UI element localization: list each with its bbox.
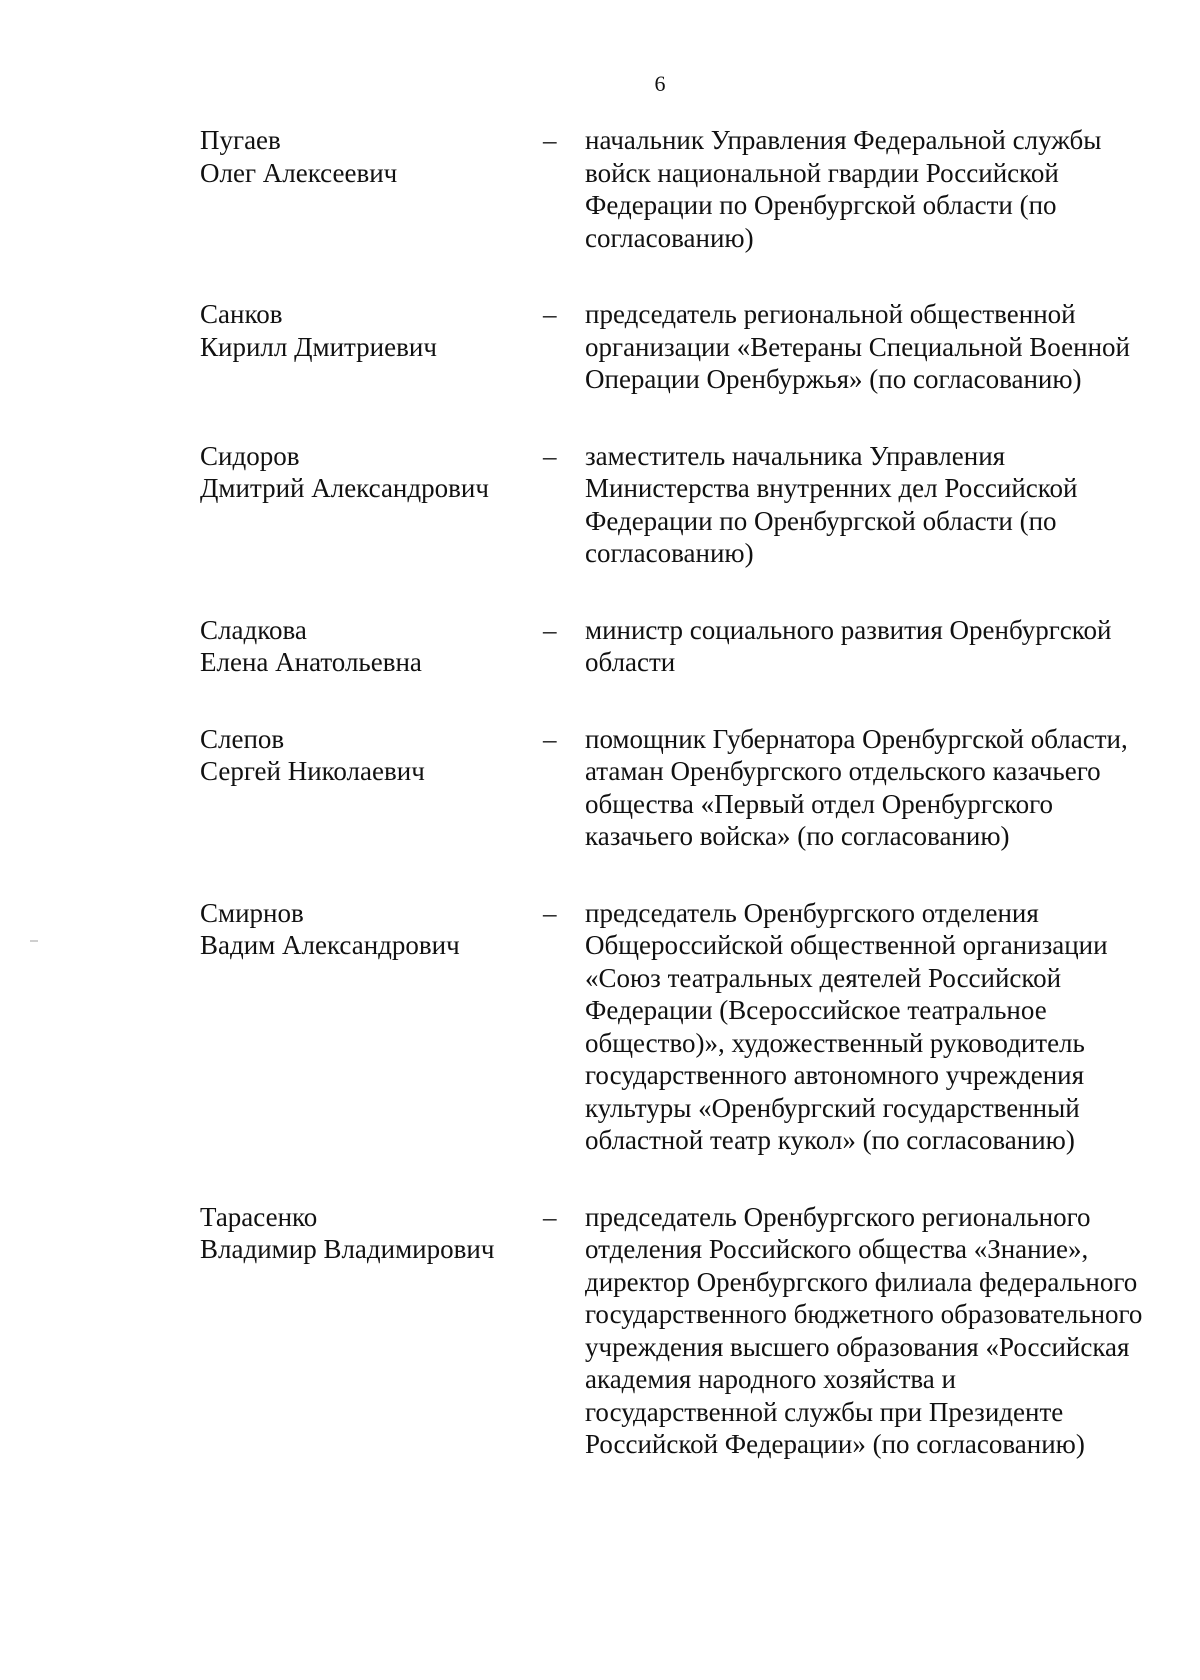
- member-surname: Смирнов: [200, 897, 304, 928]
- member-entry: [200, 723, 1160, 853]
- member-entry: [200, 1201, 1160, 1461]
- member-position: председатель Оренбургского регионального отделения Российского общества «Знание», директор Оренбургского филиала федерального государственного бюджетного образовательного учреждения высшего образования «Российская академия народного хозяйства и государственной службы при Президенте Российской Федерации» (по согласованию): [585, 1201, 1143, 1459]
- member-entry: [200, 440, 1160, 570]
- separator-dash: –: [543, 440, 557, 471]
- member-name: [200, 124, 530, 189]
- separator-dash: –: [543, 125, 557, 155]
- member-name: [200, 298, 530, 363]
- member-entry: [200, 897, 1160, 1157]
- member-given-names: Кирилл Дмитриевич: [200, 331, 437, 362]
- member-position: председатель Оренбургского отделения Общероссийской общественной организации «Союз театральных деятелей Российской Федерации (Всероссийское театральное общество)», художественный руководитель государственного автономного учреждения культуры «Оренбургский государственный областной театр кукол» (по согласованию): [585, 897, 1108, 1155]
- member-entry: [200, 298, 1160, 396]
- member-surname: Сладкова: [200, 614, 307, 645]
- member-position: начальник Управления Федеральной службы войск национальной гвардии Российской Федерации по Оренбургской области (по согласованию): [585, 125, 1102, 253]
- member-given-names: Дмитрий Александрович: [200, 473, 489, 503]
- page-number: 6: [654, 71, 666, 96]
- member-name: [200, 897, 530, 962]
- member-list: [200, 124, 1160, 1505]
- member-surname: Санков: [200, 299, 283, 329]
- separator-dash: –: [543, 614, 557, 645]
- member-name: [200, 723, 530, 788]
- member-given-names: Вадим Александрович: [200, 930, 460, 960]
- member-surname: Сидоров: [200, 440, 300, 471]
- member-name: [200, 440, 530, 505]
- separator-dash: –: [543, 723, 557, 754]
- member-surname: Слепов: [200, 723, 285, 754]
- member-position: председатель региональной общественной организации «Ветераны Специальной Военной Операции Оренбуржья» (по согласованию): [585, 299, 1130, 394]
- member-entry: [200, 614, 1160, 679]
- member-surname: Тарасенко: [200, 1201, 318, 1232]
- member-given-names: Олег Алексеевич: [200, 157, 398, 188]
- member-given-names: Владимир Владимирович: [200, 1234, 495, 1264]
- member-position: министр социального развития Оренбургской области: [585, 614, 1112, 677]
- member-given-names: Елена Анатольевна: [200, 647, 422, 677]
- member-surname: Пугаев: [200, 125, 281, 155]
- separator-dash: –: [543, 299, 557, 329]
- scan-artifact: [30, 940, 38, 942]
- member-name: [200, 614, 530, 679]
- member-given-names: Сергей Николаевич: [200, 756, 425, 786]
- member-entry: [200, 124, 1160, 254]
- member-position: помощник Губернатора Оренбургской области, атаман Оренбургского отдельского казачьего общества «Первый отдел Оренбургского казачьего войска» (по согласованию): [585, 723, 1128, 851]
- separator-dash: –: [543, 1201, 557, 1232]
- member-name: [200, 1201, 530, 1266]
- member-position: заместитель начальника Управления Министерства внутренних дел Российской Федерации по Оренбургской области (по согласованию): [585, 440, 1078, 568]
- separator-dash: –: [543, 897, 557, 928]
